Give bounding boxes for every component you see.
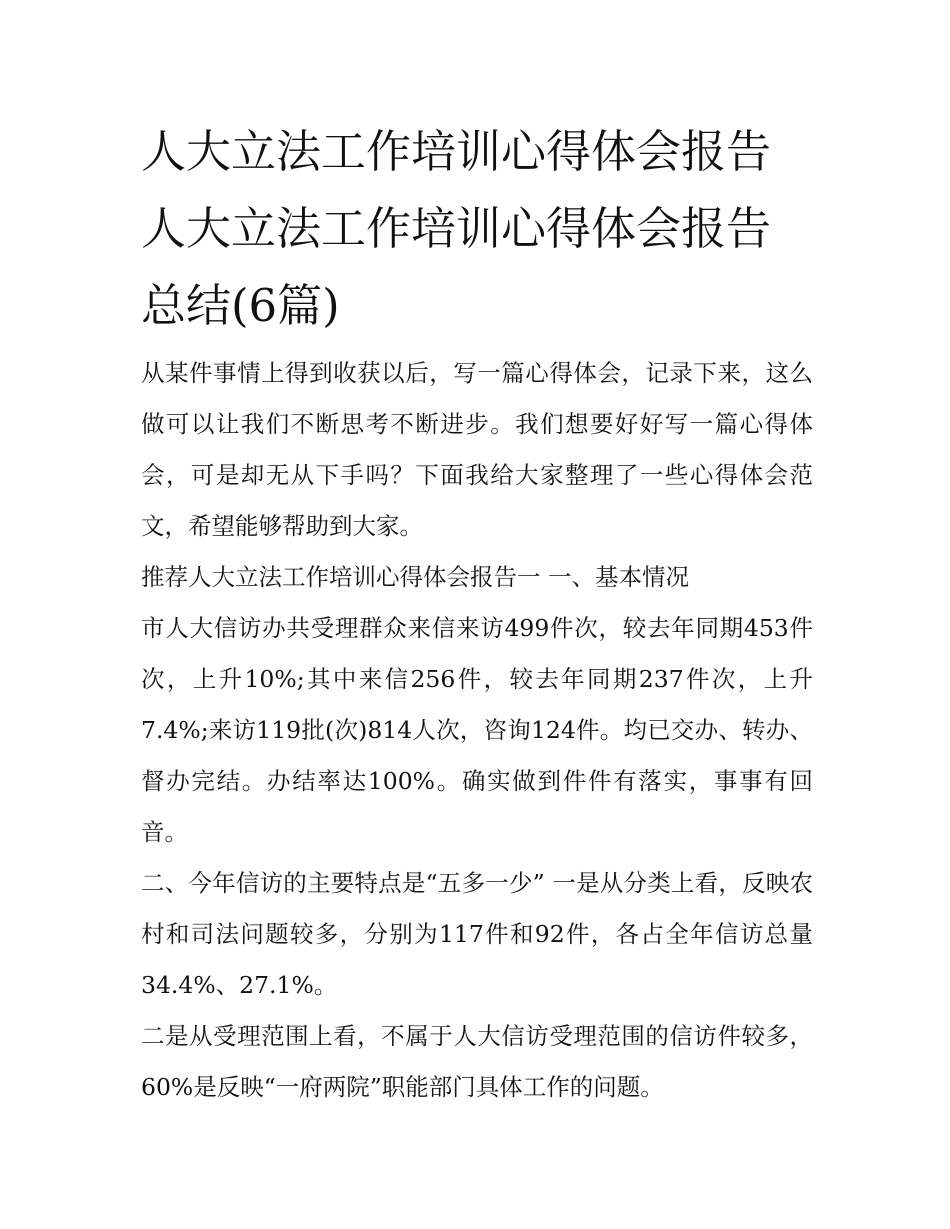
document-title: 人大立法工作培训心得体会报告 人大立法工作培训心得体会报告总结(6篇) [141, 125, 772, 332]
statistics-paragraph: 市人大信访办共受理群众来信来访499件次，较去年同期453件次，上升10%;其中来信256件，较去年同期237件次，上升7.4%;来访119批(次)814人次，咨询124件。均已交办、转办、督办完结。办结率达100%。确实做到件件有落实，事事有回音。 [141, 614, 813, 846]
document-body [141, 113, 813, 1113]
features-paragraph: 二、今年信访的主要特点是“五多一少” 一是从分类上看，反映农村和司法问题较多，分别为117件和92件，各占全年信访总量34.4%、27.1%。 [141, 869, 813, 999]
intro-paragraph: 从某件事情上得到收获以后，写一篇心得体会，记录下来，这么做可以让我们不断思考不断进步。我们想要好好写一篇心得体会，可是却无从下手吗？下面我给大家整理了一些心得体会范文，希望能够帮助到大家。 [141, 359, 813, 540]
section-heading-basic-situation: 推荐人大立法工作培训心得体会报告一 一、基本情况 [141, 563, 689, 591]
scope-paragraph: 二是从受理范围上看，不属于人大信访受理范围的信访件较多，60%是反映“一府两院”职能部门具体工作的问题。 [141, 1022, 813, 1101]
title-block [141, 113, 813, 344]
